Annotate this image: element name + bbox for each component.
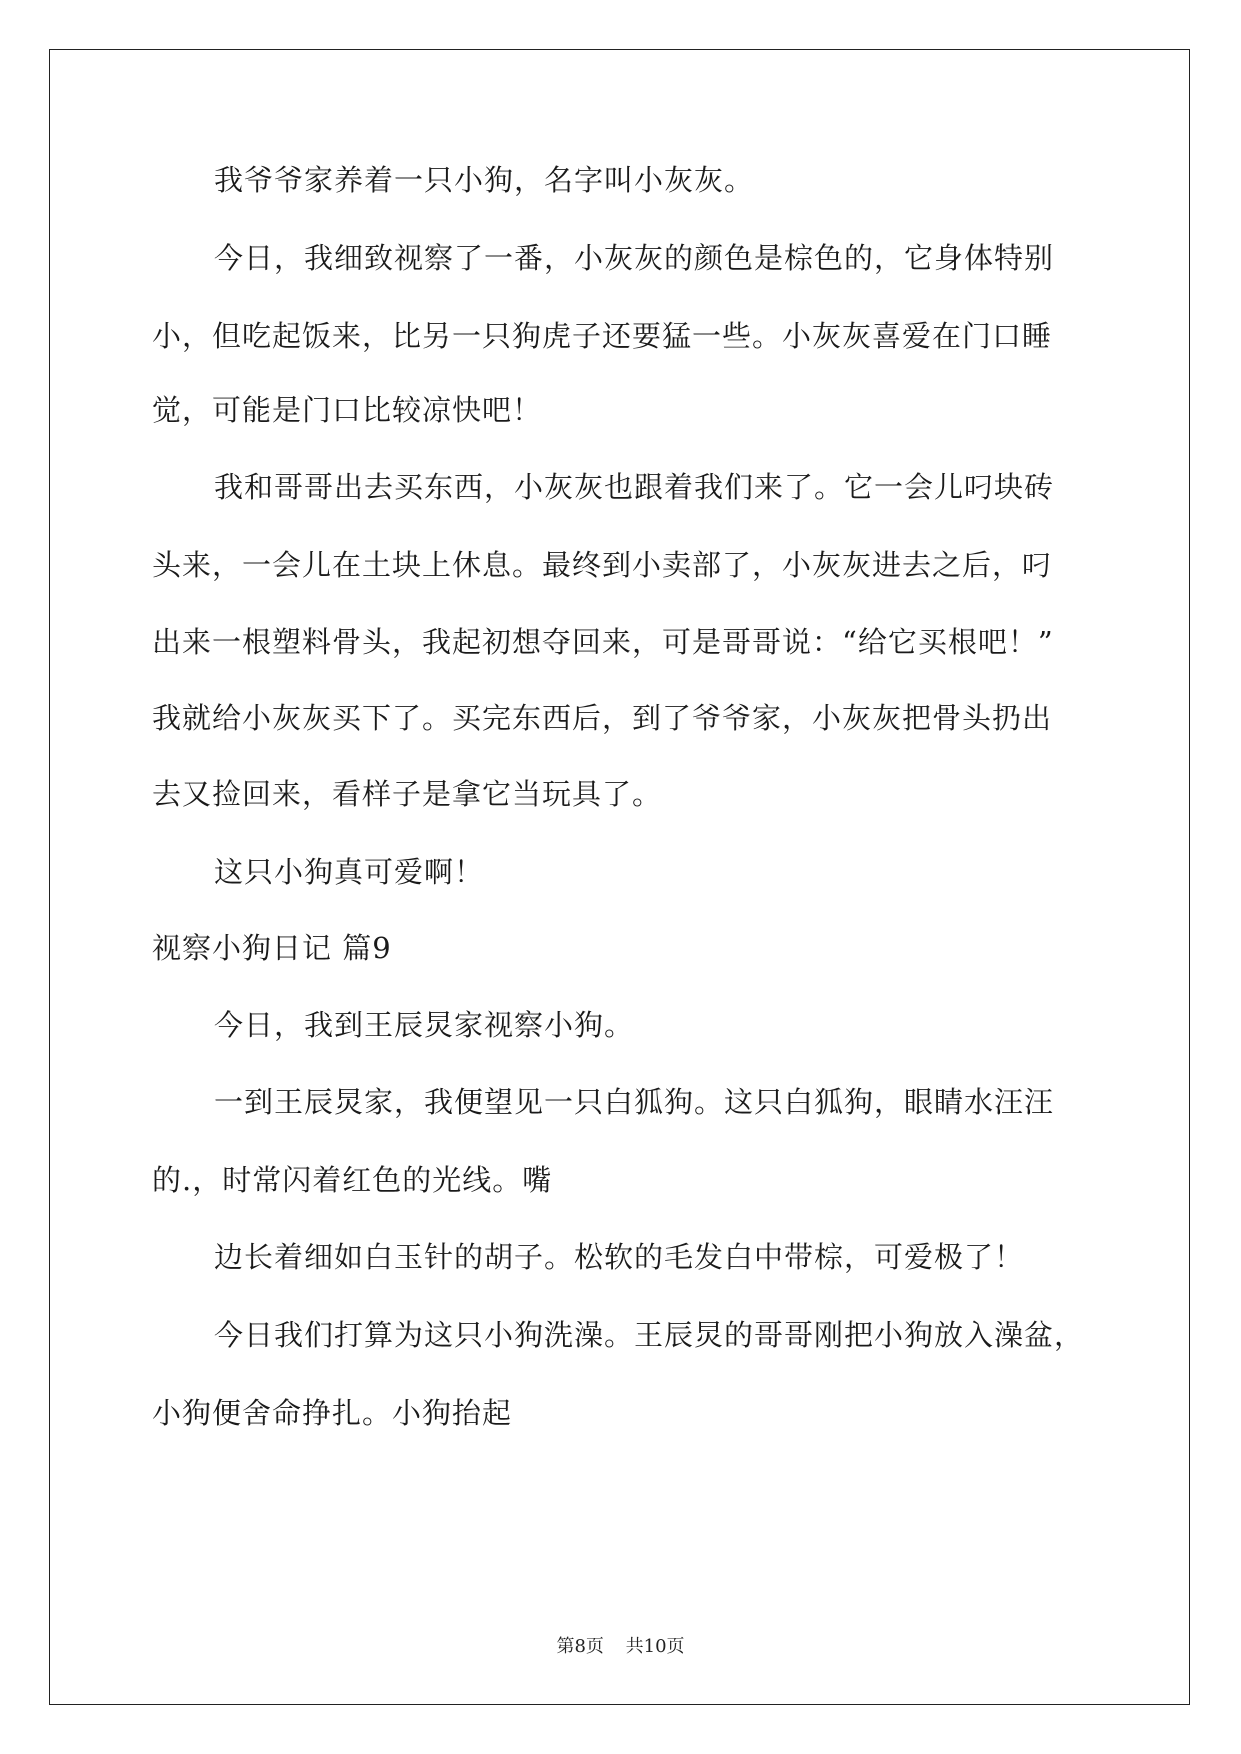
paragraph-line: 一到王辰炅家，我便望见一只白狐狗。这只白狐狗，眼睛水汪汪 (214, 1085, 1055, 1119)
paragraph-line: 今日，我细致视察了一番，小灰灰的颜色是棕色的，它身体特别 (214, 241, 1055, 275)
page-total: 共10页 (625, 1636, 685, 1657)
paragraph-line: 这只小狗真可爱啊！ (214, 855, 485, 889)
paragraph-line: 今日我们打算为这只小狗洗澡。王辰炅的哥哥刚把小狗放入澡盆， (214, 1318, 1085, 1352)
paragraph-line: 我就给小灰灰买下了。买完东西后，到了爷爷家，小灰灰把骨头扔出 (152, 701, 1053, 735)
section-heading: 视察小狗日记 篇9 (152, 931, 392, 965)
paragraph-line: 小，但吃起饭来，比另一只狗虎子还要猛一些。小灰灰喜爱在门口睡 (152, 319, 1053, 353)
paragraph-line: 觉，可能是门口比较凉快吧！ (152, 393, 543, 427)
paragraph-line: 我和哥哥出去买东西，小灰灰也跟着我们来了。它一会儿叼块砖 (214, 470, 1055, 504)
paragraph-line: 去又捡回来，看样子是拿它当玩具了。 (152, 777, 663, 811)
page-number: 第8页 (556, 1636, 604, 1657)
paragraph-line: 今日，我到王辰炅家视察小狗。 (214, 1008, 635, 1042)
paragraph-line: 小狗便舍命挣扎。小狗抬起 (152, 1396, 513, 1430)
paragraph-line: 我爷爷家养着一只小狗，名字叫小灰灰。 (214, 163, 755, 197)
paragraph-line: 的.，时常闪着红色的光线。嘴 (152, 1163, 553, 1197)
paragraph-line: 边长着细如白玉针的胡子。松软的毛发白中带棕，可爱极了！ (214, 1240, 1025, 1274)
paragraph-line: 头来，一会儿在土块上休息。最终到小卖部了，小灰灰进去之后，叼 (152, 548, 1053, 582)
page-footer (0, 1632, 1241, 1658)
paragraph-line: 出来一根塑料骨头，我起初想夺回来，可是哥哥说：“给它买根吧！” (152, 625, 1054, 659)
